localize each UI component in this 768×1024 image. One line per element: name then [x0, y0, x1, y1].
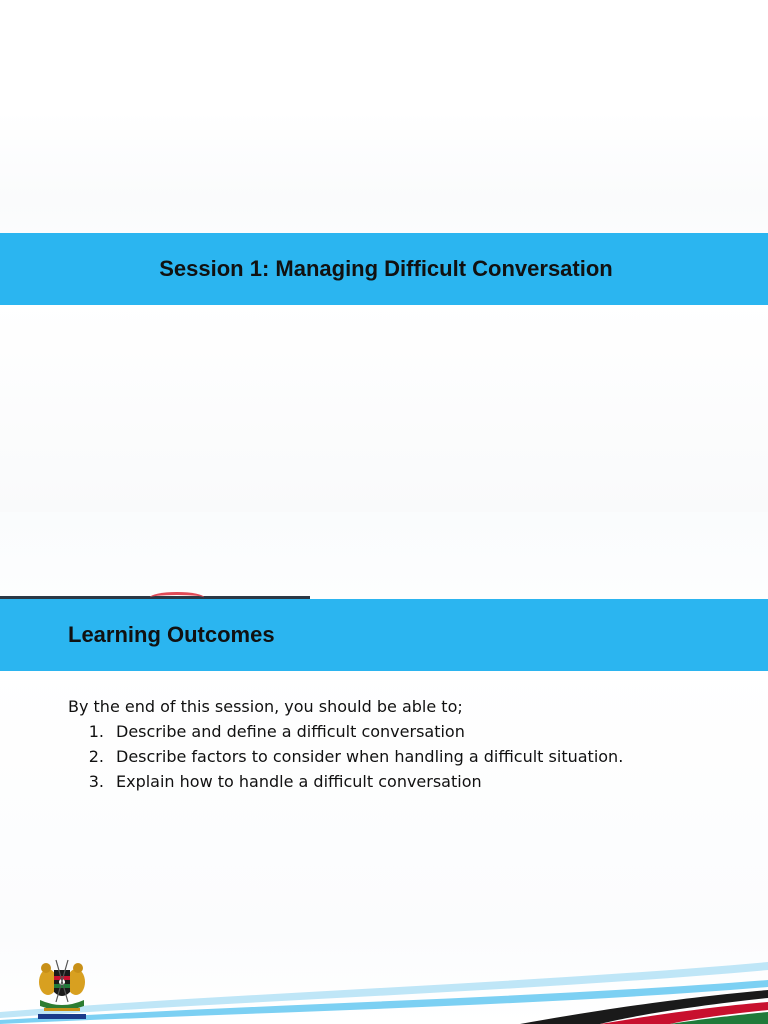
- footer-flag-stripes: [0, 954, 768, 1024]
- list-item-text: Describe factors to consider when handling a difficult situation.: [116, 747, 624, 766]
- kenya-coat-of-arms-icon: [34, 956, 90, 1020]
- slide-2: [0, 512, 768, 1024]
- list-item: [68, 744, 623, 769]
- list-item-text: Explain how to handle a difficult conversation: [116, 772, 482, 791]
- outcomes-title-bar: [0, 599, 768, 671]
- outcomes-title: Learning Outcomes: [68, 622, 275, 647]
- session-title-bar: [0, 233, 768, 305]
- list-item: [68, 769, 623, 794]
- list-item-text: Describe and define a difficult conversation: [116, 722, 465, 741]
- list-item-number: 1.: [88, 722, 104, 741]
- session-title: Session 1: Managing Difficult Conversation: [159, 256, 613, 281]
- list-item: [68, 719, 623, 744]
- outcomes-body: [68, 694, 623, 794]
- outcomes-list: [68, 719, 623, 794]
- list-item-number: 2.: [88, 747, 104, 766]
- outcomes-intro: By the end of this session, you should be able to;: [68, 697, 463, 716]
- list-item-number: 3.: [88, 772, 104, 791]
